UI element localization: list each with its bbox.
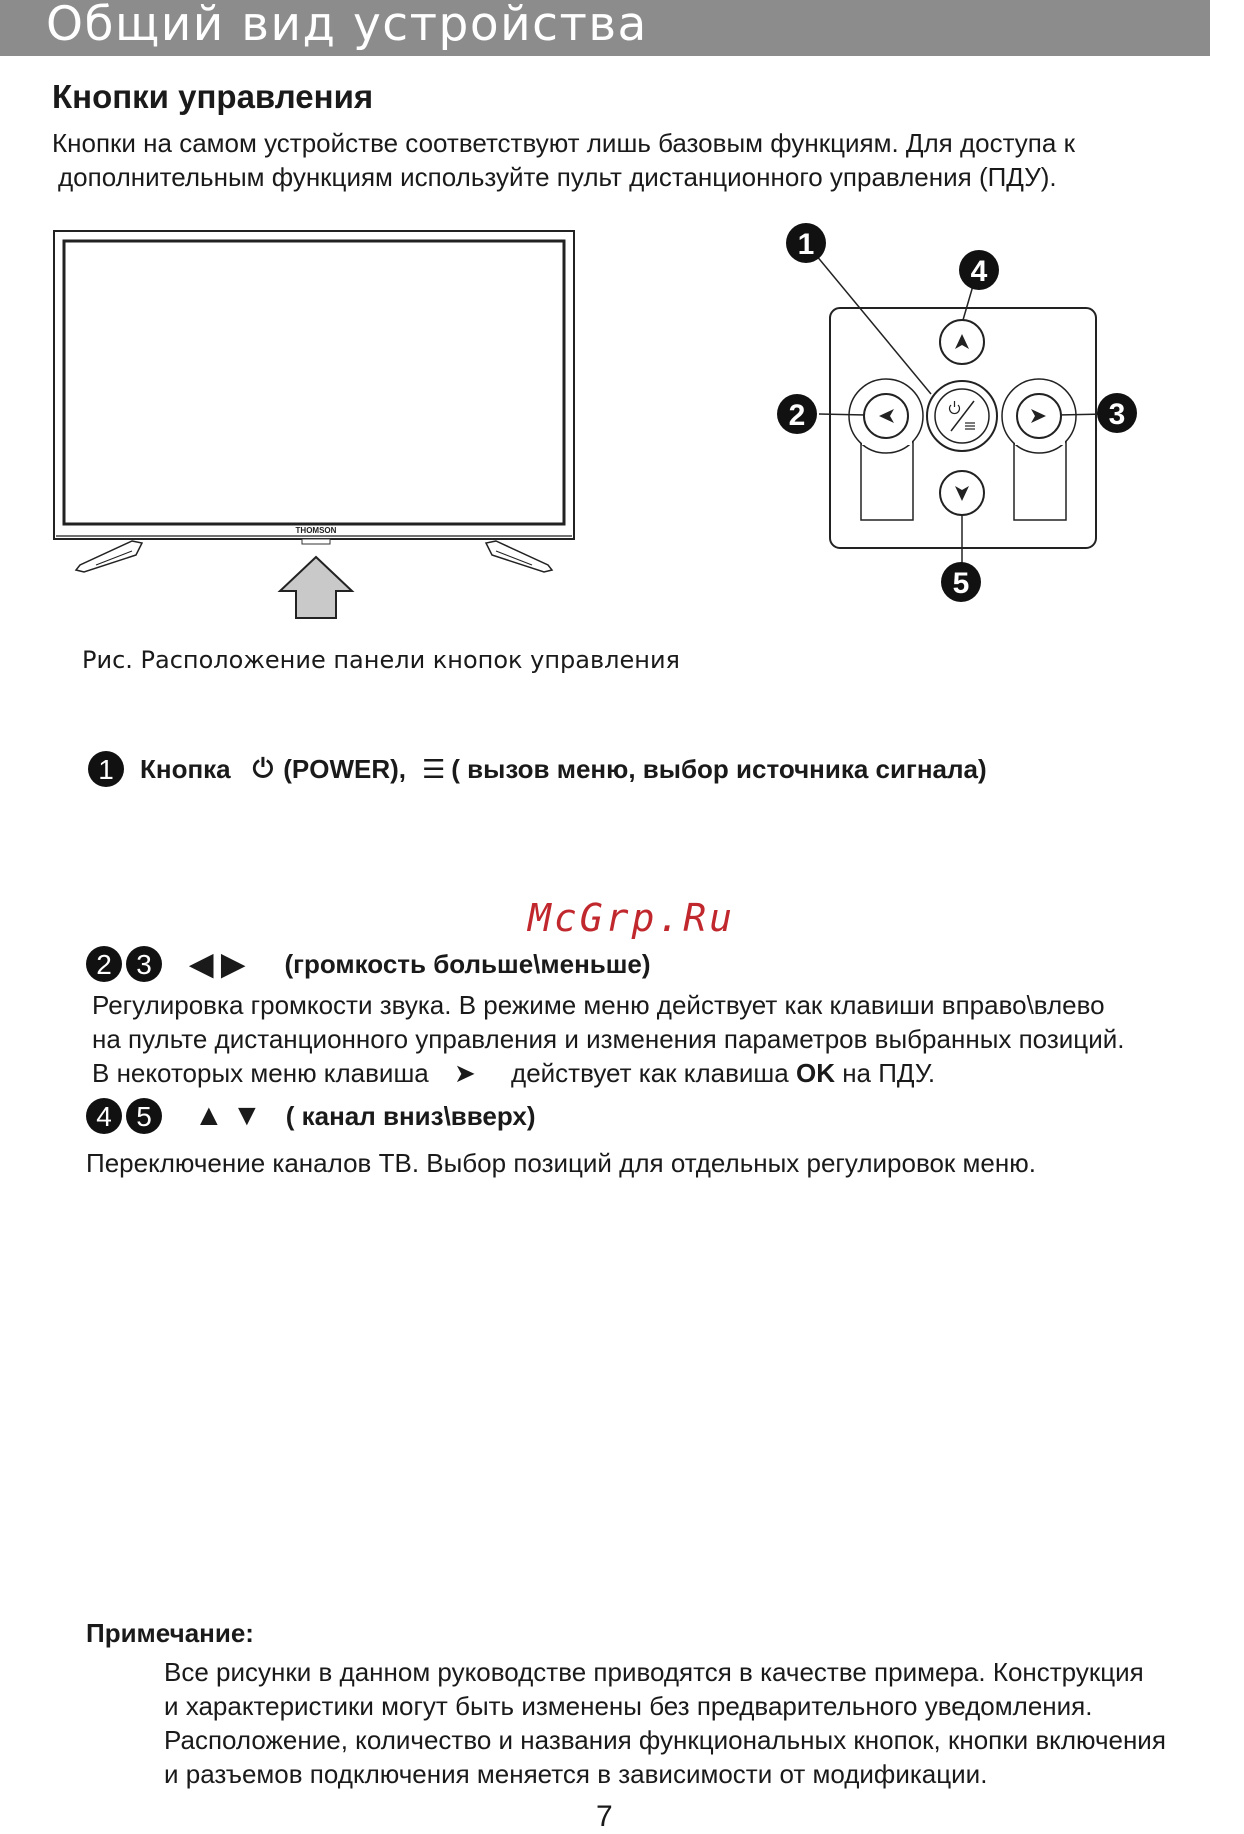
- svg-text:3: 3: [1108, 398, 1126, 431]
- menu-item-text: ( вызов меню, выбор источника сигнала): [451, 753, 987, 784]
- callout-3: [1097, 393, 1137, 433]
- note-line-3: Расположение, количество и названия функциональных кнопок, кнопки включения: [164, 1725, 1166, 1755]
- note-line-1: Все рисунки в данном руководстве приводятся в качестве примера. Конструкция: [164, 1657, 1144, 1687]
- channel-item-title: ( канал вниз\вверх): [285, 1100, 536, 1131]
- volume-item-title: (громкость больше\меньше): [284, 948, 651, 979]
- svg-text:4: 4: [970, 255, 988, 288]
- intro-line-1: Кнопки на самом устройстве соответствуют лишь базовым функциям. Для доступа к: [52, 128, 1075, 158]
- control-panel-location: [302, 539, 330, 544]
- up-arrow-icon: [280, 557, 352, 618]
- callout-badge-3: 3: [126, 946, 162, 982]
- callout-badge-4: 4: [86, 1098, 122, 1134]
- ok-key-label: OK: [795, 1058, 835, 1088]
- watermark: McGrp.Ru: [528, 896, 736, 940]
- right-arrow-icon: ➤: [454, 1058, 476, 1088]
- note-title: Примечание:: [86, 1618, 254, 1648]
- callout-5: [941, 562, 981, 602]
- callout-badge-5: 5: [126, 1098, 162, 1134]
- power-item-text: (POWER),: [283, 753, 406, 784]
- callout-2: [777, 394, 817, 434]
- callout-1: [786, 223, 826, 263]
- menu-icon: ☰: [421, 753, 446, 784]
- page-title: Общий вид устройства: [46, 0, 648, 52]
- tv-illustration: [50, 225, 590, 625]
- volume-description: [92, 988, 1124, 1090]
- volume-line-1: Регулировка громкости звука. В режиме меню действует как клавиши вправо\влево: [92, 990, 1105, 1020]
- power-menu-item: [88, 751, 987, 787]
- note-line-4: и разъемов подключения меняется в зависимости от модификации.: [164, 1759, 988, 1789]
- svg-text:1: 1: [797, 228, 815, 261]
- tv-brand-logo: THOMSON: [295, 526, 337, 535]
- channel-description: Переключение каналов ТВ. Выбор позиций для отдельных регулировок меню.: [86, 1148, 1036, 1178]
- section-title: Кнопки управления: [52, 78, 374, 115]
- volume-item: [86, 946, 651, 982]
- page-number: 7: [596, 1800, 613, 1833]
- tv-screen: [64, 241, 564, 524]
- callout-badge-2: 2: [86, 946, 122, 982]
- note-text: [164, 1655, 1166, 1791]
- up-down-arrows-icon: ▲ ▼: [194, 1099, 262, 1132]
- note-line-2: и характеристики могут быть изменены без предварительного уведомления.: [164, 1691, 1093, 1721]
- tv-left-stand: [76, 541, 142, 572]
- tv-right-stand: [486, 541, 552, 572]
- control-panel-diagram: [765, 215, 1185, 615]
- power-item-label: Кнопка: [140, 753, 231, 784]
- left-right-arrows-icon: ◀ ▶: [190, 947, 245, 981]
- intro-line-2: дополнительным функциям используйте пульт дистанционного управления (ПДУ).: [58, 162, 1057, 192]
- callout-4: [959, 250, 999, 290]
- power-icon: ⏻: [252, 753, 274, 783]
- svg-text:2: 2: [788, 399, 806, 432]
- volume-line-3: В некоторых меню клавиша ➤ действует как клавиша OK на ПДУ.: [92, 1058, 936, 1088]
- svg-text:5: 5: [952, 567, 970, 600]
- channel-item: [86, 1098, 536, 1134]
- callout-badge-1: 1: [88, 751, 124, 787]
- figure-caption: Рис. Расположение панели кнопок управления: [82, 646, 680, 674]
- intro-text: [52, 126, 1075, 194]
- volume-line-2: на пульте дистанционного управления и изменения параметров выбранных позиций.: [92, 1024, 1125, 1054]
